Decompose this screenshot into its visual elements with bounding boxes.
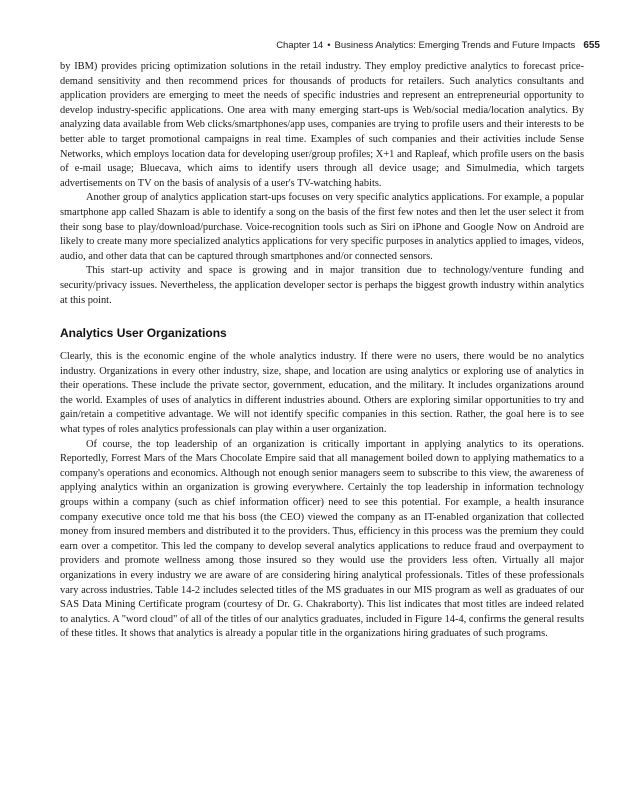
- header-bullet: •: [327, 40, 331, 51]
- chapter-label: Chapter 14: [276, 40, 324, 51]
- paragraph: Of course, the top leadership of an organization is critically important in applying analytics to its operations. Reportedly, Forrest Mars of the Mars Chocolate Empire said that all management boiled down to applying mathematics to a company's operations and economics. Although not enough senior managers seem to subscribe to this view, the awareness of applying analytics within an organization is growing everywhere. Certainly the top leadership in information technology groups within a company (such as chief information officer) need to see this potential. For example, a health insurance company executive once told me that his boss (the CEO) viewed the company as an IT-enabled organization that collected money from insured members and distributed it to the providers. Thus, efficiency in this process was the premium they could earn over a competitor. This led the company to develop several analytics applications to reduce fraud and overpayment to providers and promote wellness among those insured so they would use the providers less often. Virtually all major organizations in every industry we are aware of are considering hiring analytical professionals. Titles of these professionals vary across industries. Table 14-2 includes selected titles of the MS graduates in our MIS program as well as graduates of our SAS Data Mining Certificate program (courtesy of Dr. G. Chakraborty). This list indicates that most titles are indeed related to analytics. A "word cloud" of all of the titles of our analytics graduates, included in Figure 14-4, confirms the general results of these titles. It shows that analytics is already a popular title in the organizations hiring graduates of such programs.: [60, 438, 584, 640]
- paragraph: This start-up activity and space is growing and in major transition due to technology/venture funding and security/privacy issues. Nevertheless, the application developer sector is perhaps the biggest growth industry within analytics at this point.: [60, 265, 584, 306]
- paragraph: by IBM) provides pricing optimization solutions in the retail industry. They employ predictive analytics to forecast price-demand sensitivity and then recommend prices for thousands of products for retailers. Such analytics consultants and application providers are emerging to meet the needs of specific industries and represent an entrepreneurial opportunity to develop industry-specific applications. One area with many emerging start-ups is Web/social media/location analytics. By analyzing data available from Web clicks/smartphones/app uses, companies are trying to profile users and their interests to be better able to target promotional campaigns in real time. Examples of such companies and their activities include Sense Networks, which employs location data for developing user/group profiles; X+1 and Rapleaf, which profile users on the basis of e-mail usage; Bluecava, which aims to identify users through all device usage; and Simulmedia, which targets advertisements on TV on the basis of analysis of a user's TV-watching habits.: [60, 61, 584, 189]
- paragraph: Another group of analytics application start-ups focuses on very specific analytics applications. For example, a popular smartphone app called Shazam is able to identify a song on the basis of the first few notes and then let the user select it from their song base to play/download/purchase. Voice-recognition tools such as Siri on iPhone and Google Now on Android are likely to create many more specialized analytics applications for very specific purposes in analytics applied to images, videos, audio, and other data that can be captured through smartphones and/or connected sensors.: [60, 192, 584, 262]
- section-heading: Analytics User Organizations: [60, 326, 227, 341]
- running-header: [276, 40, 600, 51]
- body-text: [60, 60, 584, 642]
- paragraph: Clearly, this is the economic engine of the whole analytics industry. If there were no users, there would be no analytics industry. Organizations in every other industry, size, shape, and location are using analytics or exploring use of analytics in their operations. These include the private sector, government, education, and the military. It includes organizations around the world. Examples of uses of analytics in different industries abound. Others are exploring similar opportunities to try and gain/retain a competitive advantage. We will not identify specific companies in this section. Rather, the goal here is to see what types of roles analytics professionals can play within a user organization.: [60, 351, 584, 436]
- page-number: 655: [583, 40, 600, 51]
- chapter-title: Business Analytics: Emerging Trends and Future Impacts: [334, 40, 576, 51]
